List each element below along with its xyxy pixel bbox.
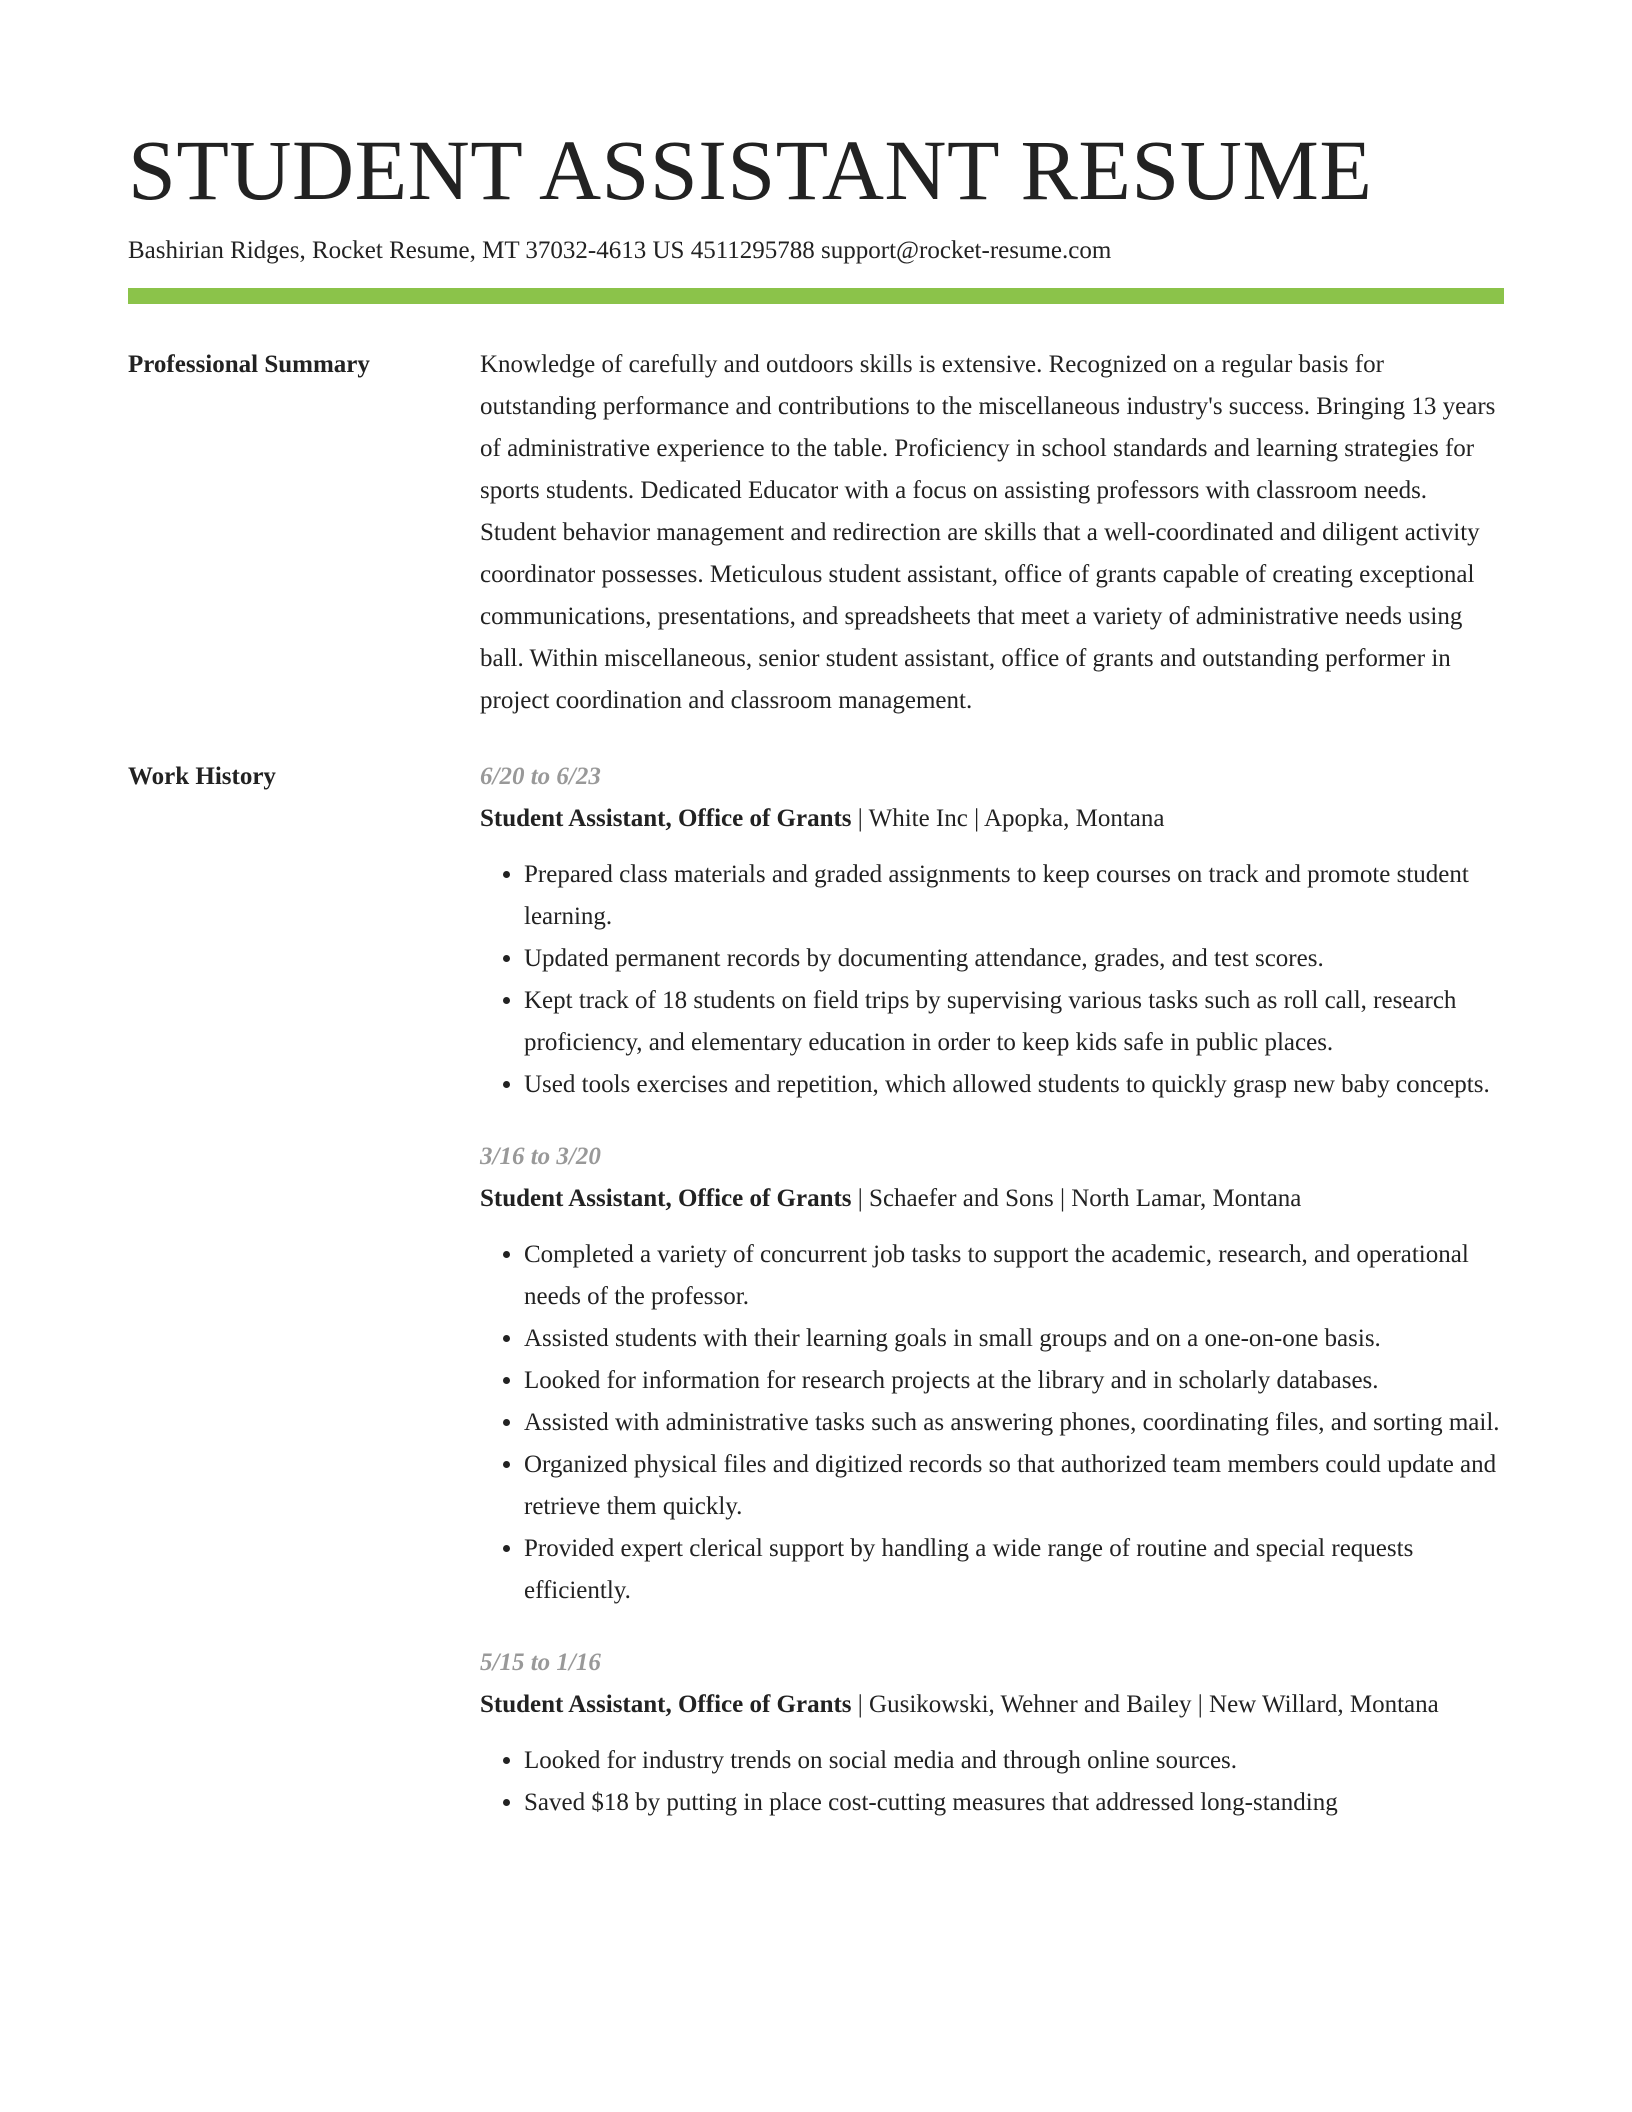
work-history-label: Work History	[128, 763, 276, 790]
job-title-line	[480, 798, 1504, 840]
work-history-section	[128, 756, 1504, 1824]
job-title-line	[480, 1684, 1504, 1726]
job-bullet: • Assisted students with their learning goals in small groups and on a one-on-one basis.	[524, 1318, 1504, 1360]
job-bullet: • Organized physical files and digitized records so that authorized team members could update and retrieve them quickly.	[524, 1444, 1504, 1528]
job-bullet: • Used tools exercises and repetition, which allowed students to quickly grasp new baby concepts.	[524, 1064, 1504, 1106]
summary-label: Professional Summary	[128, 351, 370, 378]
summary-text: Knowledge of carefully and outdoors skills is extensive. Recognized on a regular basis for outstanding performance and contributions to the miscellaneous industry's success. Bringing 13 years of administrative experience to the table. Proficiency in school standards and learning strategies for sports students. Dedicated Educator with a focus on assisting professors with classroom needs. Student behavior management and redirection are skills that a well-coordinated and diligent activity coordinator possesses. Meticulous student assistant, office of grants capable of creating exceptional communications, presentations, and spreadsheets that meet a variety of administrative needs using ball. Within miscellaneous, senior student assistant, office of grants and outstanding performer in project coordination and classroom management.	[480, 351, 1496, 714]
job-bullet: • Looked for information for research projects at the library and in scholarly databases.	[524, 1360, 1504, 1402]
job-role: Student Assistant, Office of Grants	[480, 805, 852, 832]
work-history-list	[480, 756, 1504, 1824]
contact-line: Bashirian Ridges, Rocket Resume, MT 37032-4613 US 4511295788 support@rocket-resume.com	[128, 237, 1112, 264]
job-dates: 3/16 to 3/20	[480, 1143, 601, 1170]
job-role: Student Assistant, Office of Grants	[480, 1185, 852, 1212]
page-title: STUDENT ASSISTANT RESUME	[128, 122, 1373, 218]
job-dates: 6/20 to 6/23	[480, 763, 601, 790]
job-bullets	[480, 1234, 1504, 1612]
job-bullet: • Provided expert clerical support by handling a wide range of routine and special requests efficiently.	[524, 1528, 1504, 1612]
job-title-line	[480, 1178, 1504, 1220]
job-bullet: • Prepared class materials and graded assignments to keep courses on track and promote student learning.	[524, 854, 1504, 938]
summary-section	[128, 344, 1504, 722]
job-bullet: • Looked for industry trends on social media and through online sources.	[524, 1740, 1504, 1782]
resume-page	[128, 0, 1504, 1824]
job-entry	[480, 756, 1504, 1106]
job-bullets	[480, 1740, 1504, 1824]
job-dates: 5/15 to 1/16	[480, 1649, 601, 1676]
accent-divider	[128, 288, 1504, 304]
job-bullet: • Saved $18 by putting in place cost-cutting measures that addressed long-standing	[524, 1782, 1504, 1824]
job-bullet: • Kept track of 18 students on field trips by supervising various tasks such as roll call, research proficiency, and elementary education in order to keep kids safe in public places.	[524, 980, 1504, 1064]
job-role: Student Assistant, Office of Grants	[480, 1691, 852, 1718]
job-entry	[480, 1136, 1504, 1612]
job-details: | Schaefer and Sons | North Lamar, Montana	[851, 1185, 1302, 1212]
job-bullet: • Completed a variety of concurrent job tasks to support the academic, research, and operational needs of the professor.	[524, 1234, 1504, 1318]
job-bullet: • Updated permanent records by documenting attendance, grades, and test scores.	[524, 938, 1504, 980]
job-details: | White Inc | Apopka, Montana	[851, 805, 1165, 832]
job-entry	[480, 1642, 1504, 1824]
job-bullets	[480, 854, 1504, 1106]
job-details: | Gusikowski, Wehner and Bailey | New Willard, Montana	[851, 1691, 1439, 1718]
job-bullet: • Assisted with administrative tasks such as answering phones, coordinating files, and sorting mail.	[524, 1402, 1504, 1444]
